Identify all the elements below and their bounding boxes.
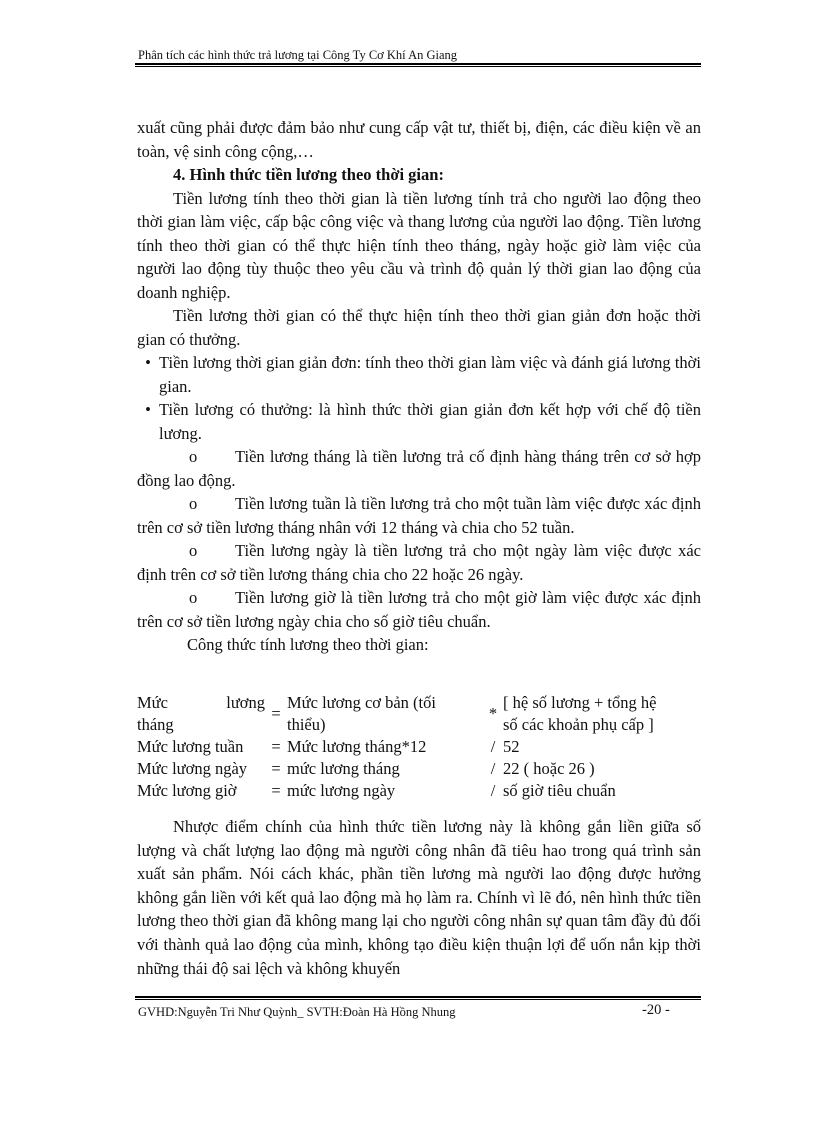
footer-author: GVHD:Nguyễn Tri Như Quỳnh_ SVTH:Đoàn Hà Hồng Nhung	[138, 1005, 456, 1019]
circle-bullet-icon: o	[189, 541, 198, 560]
formula-label: Mức lương ngày	[137, 759, 248, 778]
sub-bullet-item	[137, 586, 701, 633]
header-rule	[135, 63, 701, 67]
equals-sign: =	[271, 704, 281, 723]
formula-label: Mức lương tuần	[137, 737, 244, 756]
page-body	[137, 116, 701, 657]
sub-bullet-item	[137, 539, 701, 586]
footer-rule	[135, 996, 701, 1000]
formula-table	[137, 692, 701, 802]
paragraph-continuation: xuất cũng phải được đảm bảo như cung cấp vật tư, thiết bị, điện, các điều kiện về an toàn, vệ sinh công cộng,…	[137, 118, 701, 161]
sub-bullet-text: Tiền lương tháng là tiền lương trả cố định hàng tháng trên cơ sở hợp đồng lao động.	[137, 447, 701, 490]
running-header: Phân tích các hình thức trả lương tại Công Ty Cơ Khí An Giang	[138, 48, 458, 62]
formula-row-month	[137, 692, 701, 736]
circle-bullet-icon: o	[189, 588, 198, 607]
sub-bullet-item	[137, 445, 701, 492]
page-number: -20 -	[642, 1002, 670, 1018]
divide-sign: /	[490, 737, 496, 756]
divide-sign: /	[490, 759, 496, 778]
formula-base: thiểu)	[287, 715, 326, 734]
sub-bullet-text: Tiền lương giờ là tiền lương trả cho một giờ làm việc được xác định trên cơ sở tiền lương ngày chia cho số giờ tiêu chuẩn.	[137, 588, 701, 631]
divide-sign: /	[490, 781, 496, 800]
page-body-continued	[137, 815, 701, 980]
sub-bullet-text: Tiền lương ngày là tiền lương trả cho một ngày làm việc được xác định trên cơ sở tiền lương tháng chia cho 22 hoặc 26 ngày.	[137, 541, 701, 584]
formula-label: tháng	[137, 715, 174, 734]
formula-row-hour	[137, 780, 701, 802]
formula-label: Mức	[137, 693, 168, 712]
circle-bullet-icon: o	[189, 447, 198, 466]
sub-bullet-text: Tiền lương tuần là tiền lương trả cho một tuần làm việc được xác định trên cơ sở tiền lương tháng nhân với 12 tháng và chia cho 52 tuần.	[137, 494, 701, 537]
bullet-item	[137, 398, 701, 445]
bullet-icon: •	[145, 353, 151, 372]
formula-intro: Công thức tính lương theo thời gian:	[187, 635, 429, 654]
formula-factor: 22 ( hoặc 26 )	[503, 759, 595, 778]
multiply-sign: *	[488, 704, 498, 723]
formula-label: lương	[226, 693, 265, 712]
circle-bullet-icon: o	[189, 494, 198, 513]
sub-bullet-item	[137, 492, 701, 539]
formula-base: Mức lương cơ bản (tối	[287, 693, 436, 712]
equals-sign: =	[271, 759, 281, 778]
bullet-item	[137, 351, 701, 398]
section-heading: 4. Hình thức tiền lương theo thời gian:	[173, 165, 444, 184]
paragraph: Tiền lương tính theo thời gian là tiền lương tính trả cho người lao động theo thời gian làm việc, cấp bậc công việc và thang lương của người lao động. Tiền lương tính theo thời gian có thể thực hiện tính theo tháng, ngày hoặc giờ làm việc của người lao động tùy thuộc theo yêu cầu và trình độ quản lý thời gian lao động của doanh nghiệp.	[137, 188, 701, 302]
formula-row-week	[137, 736, 701, 758]
formula-factor: số giờ tiêu chuẩn	[503, 781, 616, 800]
formula-factor: số các khoản phụ cấp ]	[503, 715, 654, 734]
bullet-text: Tiền lương thời gian giản đơn: tính theo thời gian làm việc và đánh giá lương thời gian.	[159, 353, 701, 396]
formula-factor: [ hệ số lương + tổng hệ	[503, 693, 657, 712]
formula-base: mức lương tháng	[287, 759, 400, 778]
paragraph: Tiền lương thời gian có thể thực hiện tính theo thời gian giản đơn hoặc thời gian có thưởng.	[137, 306, 701, 349]
formula-base: mức lương ngày	[287, 781, 396, 800]
formula-base: Mức lương tháng*12	[287, 737, 427, 756]
formula-label: Mức lương giờ	[137, 781, 237, 800]
paragraph: Nhược điểm chính của hình thức tiền lương này là không gắn liền giữa số lượng và chất lượng lao động mà người công nhân đã tiêu hao trong quá trình sản xuất sản phẩm. Nói cách khác, phần tiền lương mà người lao động được hưởng không gắn liền với kết quả lao động mà họ làm ra. Chính vì lẽ đó, nên hình thức tiền lương theo thời gian đã không mang lại cho người công nhân sự quan tâm đầy đủ đối với thành quả lao động của mình, không tạo điều kiện thuận lợi để uốn nắn kịp thời những thái độ sai lệch và không khuyến	[137, 817, 701, 978]
formula-factor: 52	[503, 737, 520, 756]
equals-sign: =	[271, 737, 281, 756]
equals-sign: =	[271, 781, 281, 800]
formula-row-day	[137, 758, 701, 780]
bullet-text: Tiền lương có thưởng: là hình thức thời gian giản đơn kết hợp với chế độ tiền lương.	[159, 400, 701, 443]
bullet-icon: •	[145, 400, 151, 419]
